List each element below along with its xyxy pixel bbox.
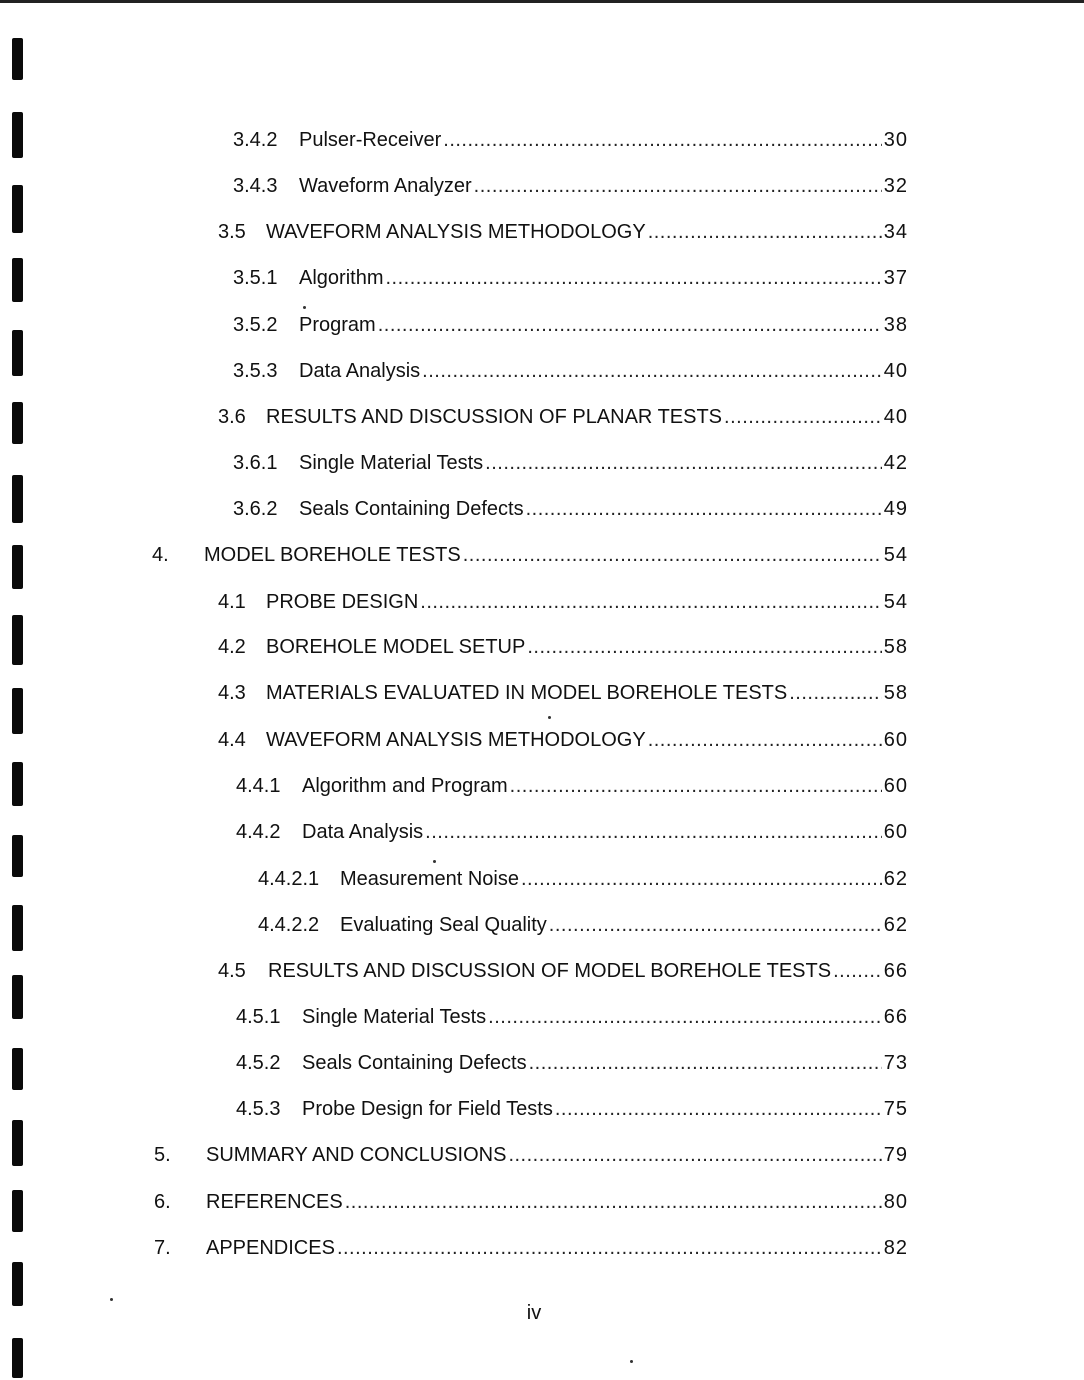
toc-dot-leader	[485, 451, 882, 475]
toc-section-number: 4.4.2.2	[258, 914, 320, 936]
toc-entry	[233, 313, 908, 337]
toc-section-number: 4.2	[218, 636, 246, 658]
toc-entry	[218, 405, 908, 429]
toc-dot-leader	[555, 1097, 882, 1121]
toc-section-title: Probe Design for Field Tests	[302, 1098, 553, 1120]
toc-dot-leader	[345, 1190, 882, 1214]
toc-section-title: Evaluating Seal Quality	[340, 914, 547, 936]
toc-page-number: 80	[883, 1191, 908, 1213]
toc-section-title: BOREHOLE MODEL SETUP	[266, 636, 526, 658]
toc-section-number: 4.4.2	[236, 821, 281, 843]
toc-section-number: 3.6	[218, 406, 246, 428]
toc-section-number: 4.4	[218, 729, 246, 751]
toc-entry	[236, 1005, 908, 1029]
toc-section-number: 6.	[154, 1191, 171, 1213]
toc-entry	[218, 220, 908, 244]
toc-section-number: 3.5.2	[233, 314, 278, 336]
scan-speck	[630, 1360, 633, 1363]
toc-page-number: 79	[883, 1144, 908, 1166]
toc-entry	[218, 590, 908, 614]
toc-section-title: APPENDICES	[206, 1237, 335, 1259]
toc-section-number: 3.4.3	[233, 175, 278, 197]
toc-section-title: RESULTS AND DISCUSSION OF MODEL BOREHOLE TESTS	[268, 960, 832, 982]
toc-section-title: PROBE DESIGN	[266, 591, 419, 613]
toc-dot-leader	[521, 867, 882, 891]
toc-section-title: Data Analysis	[302, 821, 424, 843]
toc-dot-leader	[474, 174, 882, 198]
toc-section-title: MODEL BOREHOLE TESTS	[204, 544, 461, 566]
toc-page-number: 38	[883, 314, 908, 336]
toc-section-number: 3.5.1	[233, 267, 278, 289]
toc-dot-leader	[463, 543, 882, 567]
toc-section-number: 3.5.3	[233, 360, 278, 382]
toc-section-number: 4.5.1	[236, 1006, 281, 1028]
toc-page-number: 58	[883, 636, 908, 658]
toc-entry	[258, 913, 908, 937]
toc-section-number: 4.4.1	[236, 775, 281, 797]
toc-section-title: Pulser-Receiver	[299, 129, 442, 151]
toc-page-number: 54	[883, 544, 908, 566]
toc-section-title: RESULTS AND DISCUSSION OF PLANAR TESTS	[266, 406, 723, 428]
toc-dot-leader	[648, 220, 882, 244]
toc-page-number: 62	[883, 914, 908, 936]
scan-speck	[548, 716, 551, 719]
toc-entry	[218, 728, 908, 752]
toc-dot-leader	[488, 1005, 882, 1029]
toc-section-title: WAVEFORM ANALYSIS METHODOLOGY	[266, 221, 646, 243]
toc-dot-leader	[527, 635, 881, 659]
toc-page-number: 49	[883, 498, 908, 520]
toc-page-number: 60	[883, 775, 908, 797]
toc-dot-leader	[648, 728, 882, 752]
toc-section-number: 4.4.2.1	[258, 868, 320, 890]
toc-section-title: Measurement Noise	[340, 868, 519, 890]
toc-dot-leader	[385, 266, 881, 290]
toc-entry	[154, 1190, 908, 1214]
toc-dot-leader	[420, 590, 881, 614]
toc-dot-leader	[549, 913, 882, 937]
toc-section-number: 3.5	[218, 221, 246, 243]
toc-page-number: 75	[883, 1098, 908, 1120]
toc-page-number: 73	[883, 1052, 908, 1074]
toc-section-title: MATERIALS EVALUATED IN MODEL BOREHOLE TESTS	[266, 682, 788, 704]
toc-section-title: Algorithm and Program	[302, 775, 508, 797]
toc-entry	[233, 128, 908, 152]
toc-section-title: Single Material Tests	[302, 1006, 487, 1028]
toc-entry	[233, 266, 908, 290]
toc-entry	[218, 635, 908, 659]
toc-entry	[236, 1097, 908, 1121]
toc-section-title: REFERENCES	[206, 1191, 343, 1213]
toc-section-title: Seals Containing Defects	[302, 1052, 527, 1074]
toc-entry	[154, 1236, 908, 1260]
toc-page-number: 40	[883, 406, 908, 428]
toc-section-number: 5.	[154, 1144, 171, 1166]
toc-dot-leader	[789, 681, 882, 705]
scan-speck	[110, 1298, 113, 1301]
toc-entry	[233, 451, 908, 475]
toc-section-title: Single Material Tests	[299, 452, 484, 474]
toc-section-number: 7.	[154, 1237, 171, 1259]
toc-entry	[236, 774, 908, 798]
toc-page-number: 62	[883, 868, 908, 890]
toc-section-number: 4.	[152, 544, 169, 566]
toc-dot-leader	[422, 359, 882, 383]
toc-page-number: 60	[883, 821, 908, 843]
toc-section-title: Program	[299, 314, 376, 336]
toc-page-number: 34	[883, 221, 908, 243]
toc-entry	[233, 174, 908, 198]
toc-page-number: 37	[883, 267, 908, 289]
scan-speck	[433, 860, 436, 863]
toc-entry	[236, 1051, 908, 1075]
toc-entry	[258, 867, 908, 891]
toc-entry	[233, 359, 908, 383]
toc-section-number: 4.1	[218, 591, 246, 613]
toc-page-number: 42	[883, 452, 908, 474]
toc-section-title: Data Analysis	[299, 360, 421, 382]
toc-entry	[236, 820, 908, 844]
toc-section-title: SUMMARY AND CONCLUSIONS	[206, 1144, 507, 1166]
toc-dot-leader	[526, 497, 882, 521]
toc-dot-leader	[443, 128, 881, 152]
toc-dot-leader	[508, 1143, 881, 1167]
toc-page-number: 30	[883, 129, 908, 151]
toc-dot-leader	[425, 820, 882, 844]
toc-entry	[154, 1143, 908, 1167]
toc-entry	[152, 543, 908, 567]
toc-page-number: 66	[883, 960, 908, 982]
toc-section-title: WAVEFORM ANALYSIS METHODOLOGY	[266, 729, 646, 751]
toc-section-title: Waveform Analyzer	[299, 175, 472, 197]
toc-dot-leader	[833, 959, 882, 983]
toc-page-number: 58	[883, 682, 908, 704]
toc-entry	[233, 497, 908, 521]
toc-dot-leader	[510, 774, 882, 798]
toc-page-number: 32	[883, 175, 908, 197]
toc-section-number: 3.6.2	[233, 498, 278, 520]
toc-page-number: 60	[883, 729, 908, 751]
toc-page-number: 66	[883, 1006, 908, 1028]
toc-section-number: 3.4.2	[233, 129, 278, 151]
toc-entry	[218, 681, 908, 705]
toc-section-number: 4.5.3	[236, 1098, 281, 1120]
toc-dot-leader	[724, 405, 882, 429]
toc-section-number: 4.5	[218, 960, 246, 982]
toc-section-number: 4.3	[218, 682, 246, 704]
toc-section-title: Algorithm	[299, 267, 384, 289]
toc-section-number: 3.6.1	[233, 452, 278, 474]
toc-section-number: 4.5.2	[236, 1052, 281, 1074]
toc-entry	[218, 959, 908, 983]
toc-dot-leader	[529, 1051, 882, 1075]
toc-section-title: Seals Containing Defects	[299, 498, 524, 520]
toc-dot-leader	[337, 1236, 882, 1260]
toc-page-number: 82	[883, 1237, 908, 1259]
toc-page-number: 54	[883, 591, 908, 613]
page-number: iv	[526, 1302, 542, 1324]
scan-speck	[303, 306, 306, 309]
toc-page-number: 40	[883, 360, 908, 382]
toc-dot-leader	[378, 313, 882, 337]
